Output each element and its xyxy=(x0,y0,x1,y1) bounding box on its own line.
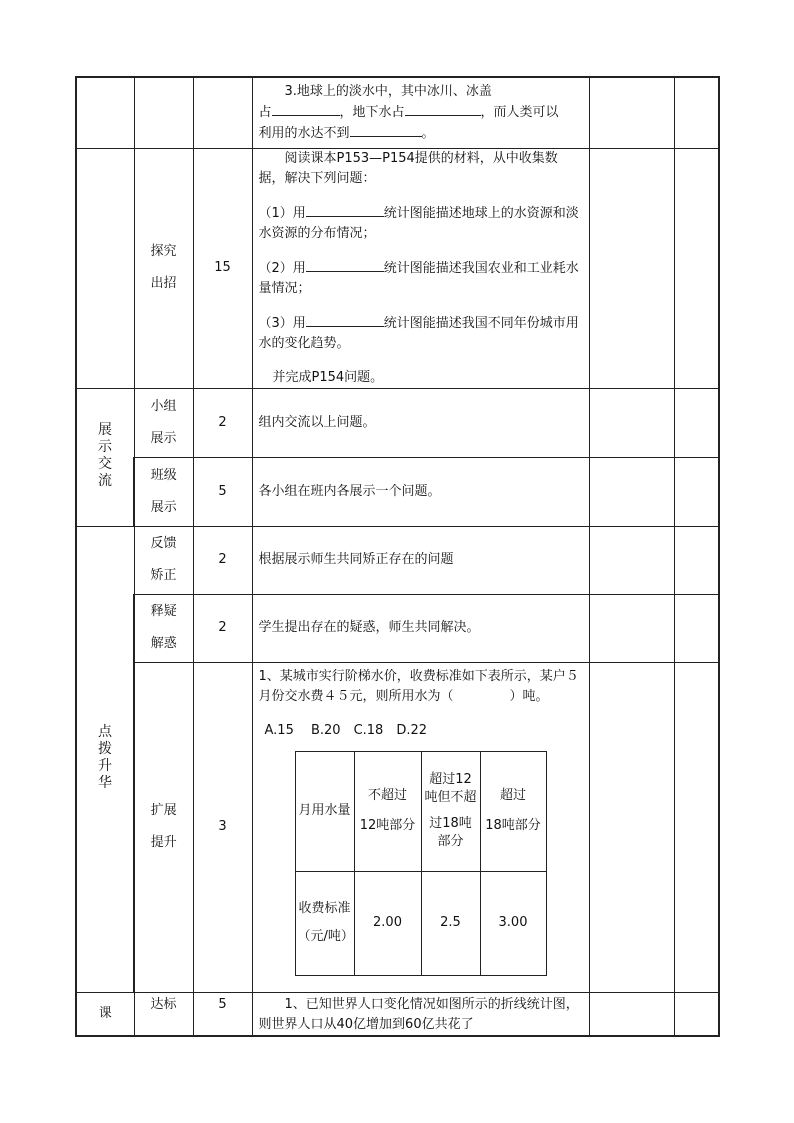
content-cell: 各小组在班内各展示一个问题。 xyxy=(252,457,589,526)
lesson-plan-table xyxy=(75,76,720,1037)
text: 利用的水达不到 xyxy=(258,125,350,141)
content-cell: 1、已知世界人口变化情况如图所示的折线统计图，则世界人口从40亿增加到60亿共花了 xyxy=(252,992,589,1036)
note-cell xyxy=(589,992,674,1036)
fee-header-usage xyxy=(295,751,354,871)
spacer xyxy=(259,244,581,258)
content-cell: 组内交流以上问题。 xyxy=(252,388,589,457)
extra-cell xyxy=(674,388,719,457)
text: ，地下水占 xyxy=(339,104,405,120)
time-minutes: 2 xyxy=(193,594,252,662)
content-intro: 阅读课本P153—P154提供的材料，从中收集数据，解决下列问题： xyxy=(258,150,558,186)
stage-cell-empty xyxy=(76,148,134,388)
sub-stage-label: 扩展提升 xyxy=(150,803,177,850)
note-cell xyxy=(589,662,674,992)
spacer xyxy=(259,299,581,313)
text: ）吨。 xyxy=(509,688,549,704)
text: 超过12吨但不超 xyxy=(424,772,477,805)
stage-cell xyxy=(76,388,134,526)
sub-cell-empty xyxy=(134,77,193,148)
text: 统计图能描述地球上的水资源和淡水资源的分布情况； xyxy=(258,205,579,241)
sub-stage-cell xyxy=(134,457,193,526)
question-text xyxy=(259,667,581,707)
text: 占 xyxy=(258,104,272,120)
fill-blank xyxy=(306,203,384,217)
row-water-distribution xyxy=(76,77,719,148)
text: 1、某城市实行阶梯水价，收费标准如下表所示，某户５月份交水费４５元，则所用水为（ xyxy=(258,668,579,704)
fee-value-row xyxy=(295,871,546,975)
fill-blank xyxy=(350,123,422,137)
spacer xyxy=(259,354,581,368)
content-cell xyxy=(252,148,589,388)
spacer xyxy=(259,189,581,203)
sub-stage-label: 探究出招 xyxy=(150,244,177,291)
answer-options: A.15 B.20 C.18 D.22 xyxy=(264,722,428,738)
row-resolve xyxy=(76,594,719,662)
sub-stage-cell xyxy=(134,594,193,662)
fee-header-tier2 xyxy=(421,751,480,871)
text: ，而人类可以 xyxy=(480,104,559,120)
content-line: 3.地球上的淡水中，其中冰川、冰盖 xyxy=(284,83,492,99)
fill-blank xyxy=(405,102,481,116)
water-fee-table xyxy=(295,751,547,976)
stage-cell-empty xyxy=(76,77,134,148)
text: 12吨部分 xyxy=(359,818,416,833)
fee-header-row xyxy=(295,751,546,871)
spacer xyxy=(259,707,581,721)
question-2 xyxy=(259,258,581,299)
text: 过18吨部分 xyxy=(429,816,472,849)
sub-stage-label: 释疑解惑 xyxy=(150,604,177,651)
stage-label: 展示交流 xyxy=(98,422,112,489)
text: （3）用 xyxy=(258,315,306,331)
text: （1）用 xyxy=(258,205,306,221)
extra-cell xyxy=(674,662,719,992)
row-explore xyxy=(76,148,719,388)
fill-blank xyxy=(272,102,340,116)
time-minutes: 5 xyxy=(193,457,252,526)
note-cell xyxy=(589,148,674,388)
row-extension xyxy=(76,662,719,992)
fee-value-tier1: 2.00 xyxy=(354,871,421,975)
sub-stage-cell xyxy=(134,148,193,388)
content-line xyxy=(259,123,581,144)
fee-header-tier3 xyxy=(480,751,546,871)
row-feedback xyxy=(76,526,719,594)
time-minutes: 3 xyxy=(193,662,252,992)
text: 统计图能描述我国不同年份城市用水的变化趋势。 xyxy=(258,315,579,351)
fill-blank xyxy=(306,258,384,272)
fee-label xyxy=(295,871,354,975)
fee-value-tier3: 3.00 xyxy=(480,871,546,975)
note-cell xyxy=(589,457,674,526)
note-cell xyxy=(589,594,674,662)
text: 月用水量 xyxy=(298,803,351,818)
extra-cell xyxy=(674,594,719,662)
content-cell xyxy=(252,662,589,992)
question-3 xyxy=(259,313,581,354)
stage-cell xyxy=(76,526,134,992)
fee-value-tier2: 2.5 xyxy=(421,871,480,975)
text: 统计图能描述我国农业和工业耗水量情况； xyxy=(258,260,579,296)
note-cell xyxy=(589,526,674,594)
time-minutes: 2 xyxy=(193,526,252,594)
sub-stage-label: 班级展示 xyxy=(150,467,177,515)
text: 收费标准 xyxy=(298,901,351,916)
extra-cell xyxy=(674,148,719,388)
sub-stage-cell xyxy=(134,662,193,992)
time-minutes: 15 xyxy=(193,148,252,388)
row-group-show xyxy=(76,388,719,457)
sub-stage-label: 小组展示 xyxy=(150,398,177,446)
extra-cell xyxy=(674,457,719,526)
extra-cell xyxy=(674,77,719,148)
fee-header-tier1 xyxy=(354,751,421,871)
sub-stage-cell xyxy=(134,526,193,594)
extra-cell xyxy=(674,992,719,1036)
note-cell xyxy=(589,388,674,457)
content-cell: 学生提出存在的疑惑，师生共同解决。 xyxy=(252,594,589,662)
sub-stage-label: 反馈矫正 xyxy=(150,536,177,583)
content-line xyxy=(259,102,581,123)
content-cell xyxy=(252,77,589,148)
text: （2）用 xyxy=(258,260,306,276)
text: 不超过 xyxy=(367,788,407,803)
sub-stage-cell xyxy=(134,388,193,457)
question-1 xyxy=(259,203,581,244)
extra-cell xyxy=(674,526,719,594)
row-assessment xyxy=(76,992,719,1036)
stage-label: 点拨升华 xyxy=(98,724,112,791)
fill-blank xyxy=(306,313,384,327)
text: 。 xyxy=(421,125,435,141)
time-minutes: 2 xyxy=(193,388,252,457)
stage-cell: 课 xyxy=(76,992,134,1036)
row-class-show xyxy=(76,457,719,526)
time-minutes: 5 xyxy=(193,992,252,1036)
note-cell xyxy=(589,77,674,148)
text: 超过 xyxy=(499,788,526,803)
text: （元/吨） xyxy=(297,929,354,944)
content-cell: 根据展示师生共同矫正存在的问题 xyxy=(252,526,589,594)
content-finish: 并完成P154问题。 xyxy=(272,369,384,385)
time-cell-empty xyxy=(193,77,252,148)
sub-stage-cell: 达标 xyxy=(134,992,193,1036)
text: 18吨部分 xyxy=(485,818,541,833)
